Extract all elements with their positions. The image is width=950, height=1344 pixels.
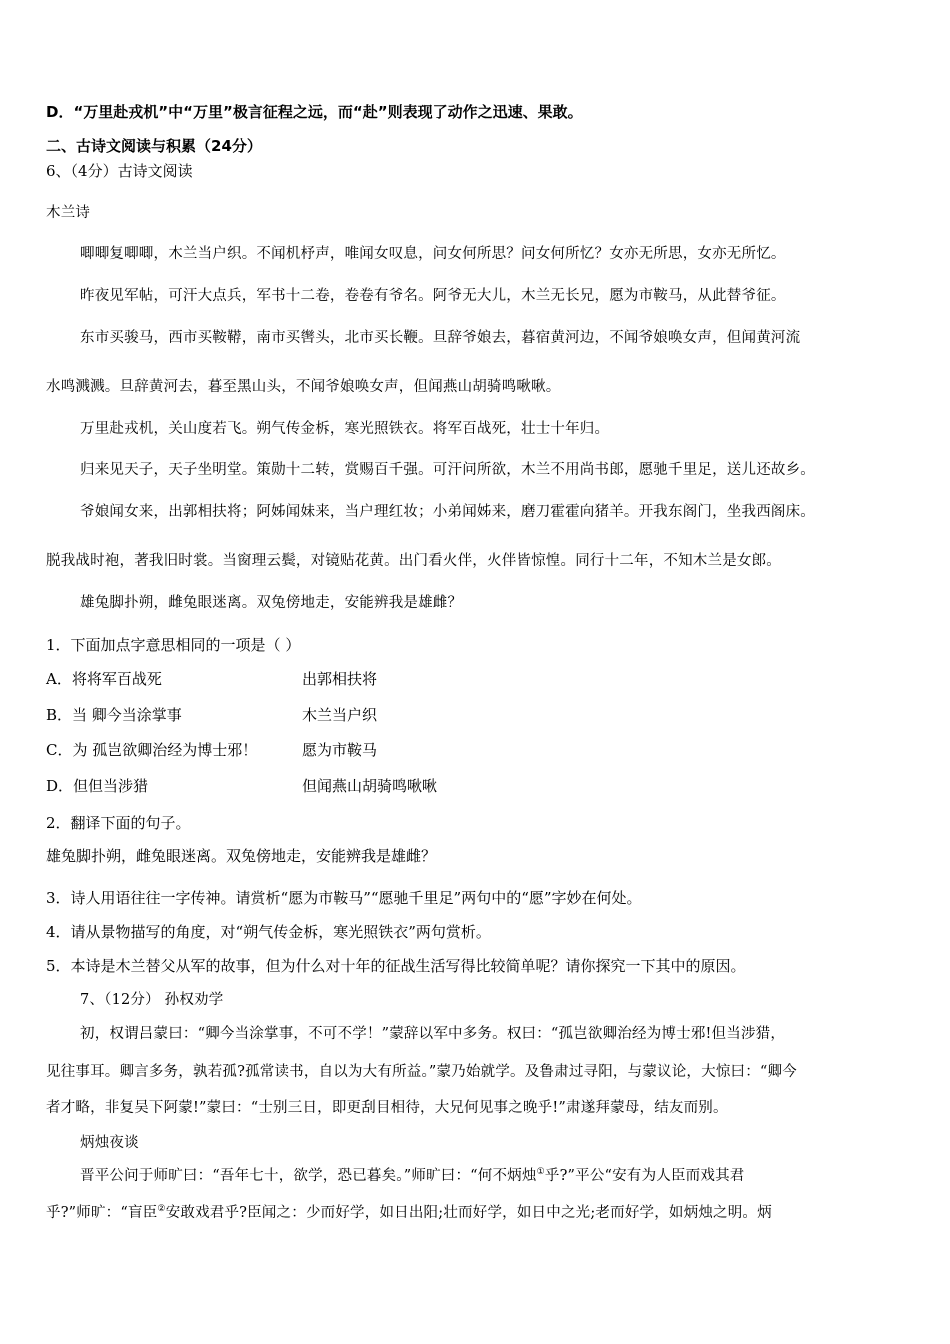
footnote-marker: ① <box>536 1167 545 1178</box>
passage-line: 见往事耳。卿言多务，孰若孤?孤常读书，自以为大有所益。”蒙乃始就学。及鲁肃过寻阳，与蒙议论，大惊曰：“卿今 <box>46 1064 797 1080</box>
passage-subtitle: 炳烛夜谈 <box>80 1135 139 1151</box>
passage-text: 乎?”平公“安有为人臣而戏其君 <box>544 1168 745 1184</box>
option-b-right: 木兰当户织 <box>302 706 378 724</box>
question-6-header: 6、（4分）古诗文阅读 <box>46 162 193 180</box>
option-d-left: D．但但当涉猎 <box>46 777 149 795</box>
option-a-right: 出郭相扶将 <box>302 670 378 688</box>
poem-line: 东市买骏马，西市买鞍鞯，南市买辔头，北市买长鞭。旦辞爷娘去，暮宿黄河边，不闻爷娘唤女声，但闻黄河流 <box>80 330 801 346</box>
poem-line: 万里赴戎机，关山度若飞。朔气传金柝，寒光照铁衣。将军百战死，壮士十年归。 <box>80 421 610 437</box>
sub-question-2: 2．翻译下面的句子。 <box>46 814 191 832</box>
poem-line: 昨夜见军帖，可汗大点兵，军书十二卷，卷卷有爷名。阿爷无大儿，木兰无长兄，愿为市鞍马，从此替爷征。 <box>80 288 786 304</box>
section-heading: 二、古诗文阅读与积累（24分） <box>46 137 262 155</box>
passage-text: 乎?”师旷：“盲臣 <box>46 1205 158 1221</box>
passage-line: 初，权谓吕蒙曰：“卿今当涂掌事，不可不学！”蒙辞以军中多务。权曰：“孤岂欲卿治经为博士邪!但当涉猎， <box>80 1026 786 1042</box>
poem-line: 雄兔脚扑朔，雌兔眼迷离。双兔傍地走，安能辨我是雄雌？ <box>80 595 463 611</box>
poem-title: 木兰诗 <box>46 205 91 221</box>
poem-line: 归来见天子，天子坐明堂。策勋十二转，赏赐百千强。可汗问所欲，木兰不用尚书郎，愿驰千里足，送儿还故乡。 <box>80 462 815 478</box>
passage-line: 者才略，非复吴下阿蒙!”蒙曰：“士别三日，即更刮目相待，大兄何见事之晚乎!”肃遂拜蒙母，结友而别。 <box>46 1100 728 1116</box>
option-b-left: B．当 卿今当涂掌事 <box>46 706 182 724</box>
poem-line: 爷娘闻女来，出郭相扶将；阿姊闻妹来，当户理红妆；小弟闻姊来，磨刀霍霍向猪羊。开我东阁门，坐我西阁床。 <box>80 504 815 520</box>
passage-line <box>80 1166 744 1186</box>
passage-line <box>46 1203 772 1223</box>
translate-sentence: 雄兔脚扑朔，雌兔眼迷离。双兔傍地走，安能辨我是雄雌？ <box>46 847 437 865</box>
sub-question-1: 1．下面加点字意思相同的一项是（ ） <box>46 636 301 654</box>
sub-question-4: 4．请从景物描写的角度，对“朔气传金柝，寒光照铁衣”两句赏析。 <box>46 923 491 941</box>
option-c-left: C．为 孤岂欲卿治经为博士邪！ <box>46 741 258 759</box>
option-c-right: 愿为市鞍马 <box>302 741 378 759</box>
option-d-line: D．“万里赴戎机”中“万里”极言征程之远，而“赴”则表现了动作之迅速、果敢。 <box>46 103 583 121</box>
passage-text: 安敢戏君乎?臣闻之：少而好学，如日出阳;壮而好学，如日中之光;老而好学，如炳烛之明。炳 <box>165 1205 772 1221</box>
poem-line: 水鸣溅溅。旦辞黄河去，暮至黑山头，不闻爷娘唤女声，但闻燕山胡骑鸣啾啾。 <box>46 379 561 395</box>
sub-question-3: 3．诗人用语往往一字传神。请赏析“愿为市鞍马”“愿驰千里足”两句中的“愿”字妙在何处。 <box>46 889 642 907</box>
sub-question-5: 5．本诗是木兰替父从军的故事，但为什么对十年的征战生活写得比较简单呢？请你探究一下其中的原因。 <box>46 957 746 975</box>
footnote-marker: ② <box>157 1204 166 1215</box>
passage-text: 晋平公问于师旷曰：“吾年七十，欲学，恐已暮矣。”师旷曰：“何不炳烛 <box>80 1168 537 1184</box>
option-d-right: 但闻燕山胡骑鸣啾啾 <box>302 777 438 795</box>
option-a-left: A．将将军百战死 <box>46 670 162 688</box>
poem-line: 唧唧复唧唧，木兰当户织。不闻机杼声，唯闻女叹息，问女何所思？问女何所忆？女亦无所思，女亦无所忆。 <box>80 246 786 262</box>
question-7-header: 7、（12分） 孙权劝学 <box>80 992 224 1008</box>
poem-line: 脱我战时袍，著我旧时裳。当窗理云鬓，对镜贴花黄。出门看火伴，火伴皆惊惶。同行十二年，不知木兰是女郎。 <box>46 553 781 569</box>
